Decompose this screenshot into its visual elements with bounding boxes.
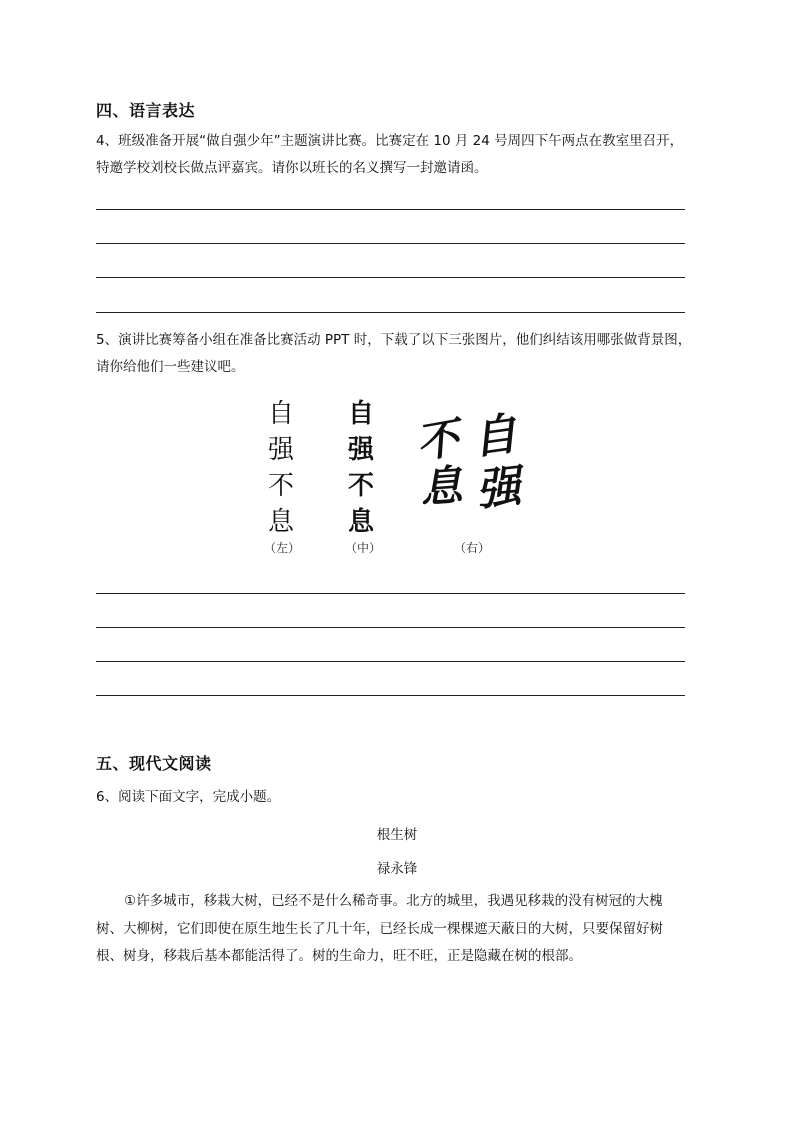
question-6: 6、阅读下面文字，完成小题。 bbox=[96, 789, 281, 805]
calligraphy-char: 强 bbox=[348, 435, 375, 465]
answer-line[interactable] bbox=[96, 593, 685, 594]
calligraphy-char: 不 bbox=[412, 412, 463, 469]
answer-line[interactable] bbox=[96, 661, 685, 662]
calligraphy-char: 息 bbox=[348, 507, 375, 537]
answer-line[interactable] bbox=[96, 209, 685, 210]
image-caption-left: （左） bbox=[264, 541, 301, 555]
answer-line[interactable] bbox=[96, 277, 685, 278]
answer-line[interactable] bbox=[96, 627, 685, 628]
calligraphy-char: 息 bbox=[418, 460, 464, 513]
article-title: 根生树 bbox=[376, 827, 418, 843]
question-5-line-1: 5、演讲比赛筹备小组在准备比赛活动 PPT 时，下载了以下三张图片，他们纠结该用哪张做背景图， bbox=[96, 332, 692, 348]
calligraphy-char: 不 bbox=[348, 471, 375, 501]
question-4-line-1: 4、班级准备开展“做自强少年”主题演讲比赛。比赛定在 10 月 24 号周四下午两点在教室里召开， bbox=[96, 133, 684, 149]
calligraphy-char: 强 bbox=[473, 460, 524, 517]
calligraphy-image-left bbox=[268, 396, 294, 540]
section-heading-5: 五、现代文阅读 bbox=[96, 754, 212, 773]
calligraphy-char: 不 bbox=[268, 471, 295, 501]
calligraphy-char: 自 bbox=[268, 399, 295, 429]
calligraphy-char: 强 bbox=[268, 435, 295, 465]
answer-line[interactable] bbox=[96, 312, 685, 313]
answer-line[interactable] bbox=[96, 695, 685, 696]
calligraphy-char: 息 bbox=[268, 507, 295, 537]
answer-line[interactable] bbox=[96, 243, 685, 244]
article-paragraph-line: ①许多城市，移栽大树，已经不是什么稀奇事。北方的城里，我遇见移栽的没有树冠的大槐 bbox=[124, 893, 663, 909]
question-5-line-2: 请你给他们一些建议吧。 bbox=[96, 359, 245, 375]
article-paragraph-line: 根、树身，移栽后基本都能活得了。树的生命力，旺不旺，正是隐藏在树的根部。 bbox=[96, 948, 582, 964]
image-caption-middle: （中） bbox=[345, 541, 382, 555]
calligraphy-image-right bbox=[410, 400, 530, 517]
article-author: 禄永锋 bbox=[376, 861, 418, 877]
calligraphy-image-middle bbox=[348, 396, 374, 540]
section-heading-4: 四、语言表达 bbox=[96, 101, 196, 120]
calligraphy-char: 自 bbox=[348, 399, 375, 429]
article-paragraph-line: 树、大柳树，它们即使在原生地生长了几十年，已经长成一棵棵遮天蔽日的大树，只要保留好树 bbox=[96, 921, 663, 937]
question-4-line-2: 特邀学校刘校长做点评嘉宾。请你以班长的名义撰写一封邀请函。 bbox=[96, 160, 488, 176]
calligraphy-char: 自 bbox=[469, 408, 520, 465]
image-caption-right: （右） bbox=[454, 541, 491, 555]
